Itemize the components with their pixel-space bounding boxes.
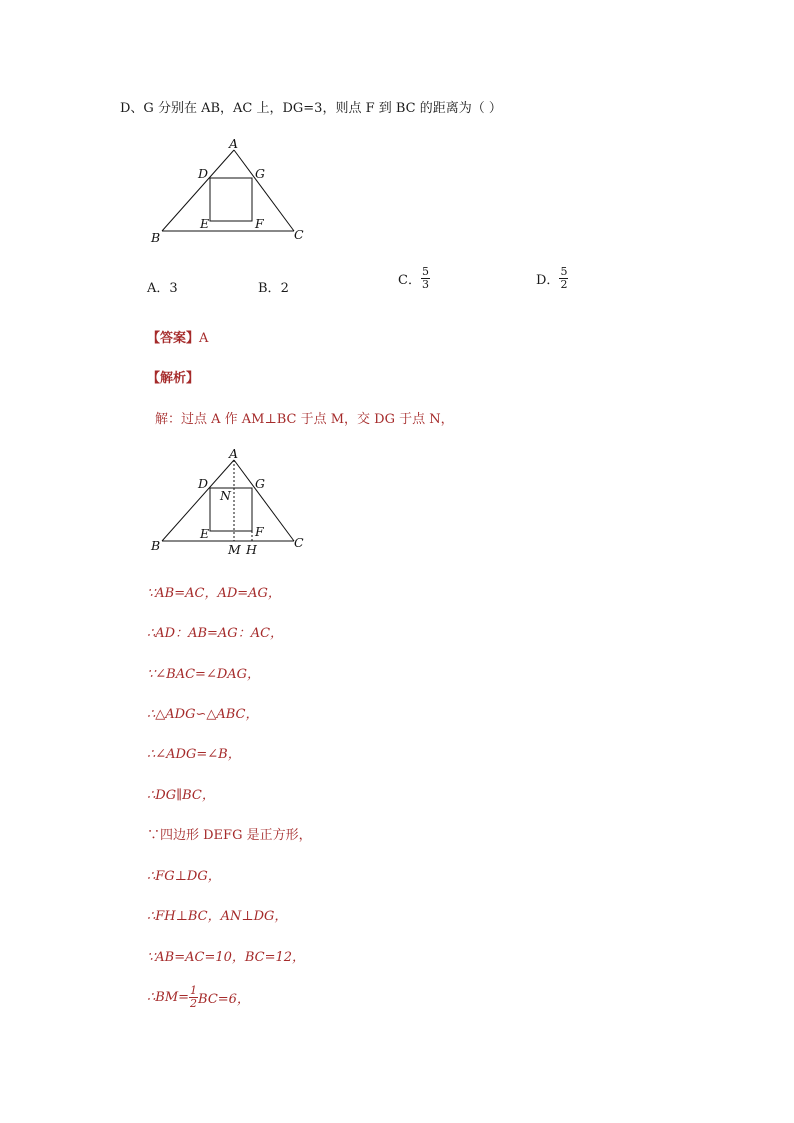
- question-stem: D、G 分别在 AB，AC 上，DG=3，则点 F 到 BC 的距离为（ ）: [120, 101, 502, 116]
- step-11-numerator: 1: [190, 984, 198, 997]
- label-g: G: [255, 476, 265, 491]
- label-e: E: [200, 216, 210, 231]
- figure-triangle-square: [140, 136, 320, 248]
- side-ac: [234, 460, 294, 541]
- choice-c-fraction: [421, 266, 430, 291]
- step-11: [147, 985, 250, 1010]
- label-a: A: [229, 136, 239, 151]
- label-m: M: [228, 542, 241, 557]
- label-f: F: [255, 524, 264, 539]
- choice-c[interactable]: [398, 266, 430, 291]
- choice-a-text: 3: [169, 281, 178, 296]
- choice-a-letter: A．: [147, 281, 170, 296]
- answer-value: A: [199, 331, 209, 346]
- label-g: G: [255, 166, 265, 181]
- label-e: E: [200, 526, 210, 541]
- label-b: B: [151, 538, 161, 553]
- choice-c-letter: C．: [398, 273, 421, 288]
- step-2: ∴AD：AB=AG：AC，: [147, 626, 284, 641]
- step-1: ∵AB=AC，AD=AG，: [147, 586, 281, 601]
- square-defg: [210, 488, 252, 531]
- choice-d[interactable]: [536, 266, 568, 291]
- choice-d-numerator: 5: [560, 265, 568, 278]
- step-11-prefix: ∴BM=: [147, 990, 190, 1005]
- label-c: C: [294, 227, 304, 242]
- choice-b-text: 2: [280, 281, 289, 296]
- choice-b[interactable]: [258, 277, 289, 296]
- figure-with-altitude: [140, 446, 320, 560]
- choice-a[interactable]: [147, 277, 178, 296]
- label-f: F: [255, 216, 264, 231]
- choice-d-denominator: 2: [560, 278, 568, 291]
- square-defg: [210, 178, 252, 221]
- step-8: ∴FG⊥DG，: [147, 869, 221, 884]
- label-n: N: [220, 488, 231, 503]
- label-b: B: [151, 230, 161, 245]
- side-ac: [234, 150, 294, 231]
- step-11-suffix: BC=6，: [198, 992, 250, 1007]
- choice-c-numerator: 5: [421, 265, 429, 278]
- side-ab: [162, 150, 234, 231]
- choice-d-fraction: [559, 266, 568, 291]
- label-a: A: [229, 446, 239, 461]
- choice-d-letter: D．: [536, 273, 560, 288]
- label-d: D: [198, 476, 209, 491]
- choice-c-denominator: 3: [421, 278, 429, 291]
- label-h: H: [246, 542, 257, 557]
- step-10: ∵AB=AC=10，BC=12，: [147, 950, 306, 965]
- answer-tag: 【答案】: [147, 331, 200, 346]
- step-4: ∴△ADG∽△ABC，: [147, 707, 259, 722]
- step-11-fraction: [189, 985, 198, 1010]
- label-c: C: [294, 535, 304, 550]
- answer-line: [147, 327, 208, 346]
- step-6: ∴DG∥BC，: [147, 788, 215, 803]
- label-d: D: [198, 166, 209, 181]
- solution-intro: 解：过点 A 作 AM⊥BC 于点 M，交 DG 于点 N，: [155, 412, 454, 427]
- step-3: ∵∠BAC=∠DAG，: [147, 667, 261, 682]
- step-11-denominator: 2: [190, 997, 198, 1010]
- step-9: ∴FH⊥BC，AN⊥DG，: [147, 909, 288, 924]
- step-5: ∴∠ADG=∠B，: [147, 747, 241, 762]
- step-7: ∵四边形 DEFG 是正方形，: [147, 828, 312, 843]
- choice-b-letter: B．: [258, 281, 281, 296]
- analysis-tag: 【解析】: [147, 371, 200, 386]
